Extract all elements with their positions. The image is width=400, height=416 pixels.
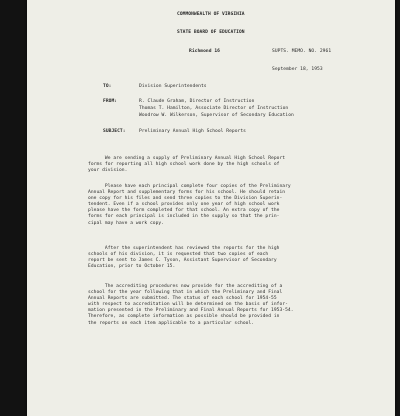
subject-label: SUBJECT: — [103, 129, 126, 134]
paragraph-1: We are sending a supply of Preliminary Annual High School Report forms for reporting all high school work done by the high schools of your division. — [88, 156, 286, 174]
from-label: FROM: — [103, 99, 118, 104]
letterhead-state: COMMONWEALTH OF VIRGINIA — [177, 12, 245, 18]
letterhead-city: Richmond 16 — [189, 48, 220, 54]
from-line-2: Thomas T. Hamilton, Associate Director of Instruction — [139, 106, 289, 111]
to-label: TO: — [103, 84, 112, 89]
memo-info — [272, 37, 331, 86]
from-line-1: R. Claude Graham, Director of Instruction — [139, 99, 255, 104]
subject-value: Preliminary Annual High School Reports — [139, 129, 246, 134]
memo-page — [27, 0, 395, 416]
paragraph-2: Please have each principal complete four copies of the Preliminary Annual Report and supplementary forms for his school. He should retain one copy for his files and send three copies to the Division Superin- tendent. Even if a school provides only one year of high school work please have the form completed for that school. An extra copy of the forms for each principal is included in the supply so that the prin- cipal may have a work copy. — [88, 184, 291, 226]
paragraph-3: After the superintendent has reviewed the reports for the high schools of his division, it is requested that two copies of each report be sent to James C. Tyson, Assistant Supervisor of Secondary Education, prior to October 15. — [88, 246, 280, 270]
letterhead — [177, 0, 245, 67]
memo-date: September 18, 1953 — [272, 67, 323, 73]
letterhead-board: STATE BOARD OF EDUCATION — [177, 30, 245, 36]
from-line-3: Woodrow W. Wilkerson, Supervisor of Secondary Education — [139, 113, 294, 118]
to-value: Division Superintendents — [139, 84, 207, 89]
paragraph-4: The accrediting procedures now provide for the accrediting of a school for the year following that in which the Preliminary and Final Annual Reports are submitted. The status of each school for 1954-55 with respect to accreditation will be determined on the basis of infor- mation presented in the Preliminary and Final Annual Reports for 1953-54. Therefore, as complete information as possible should be provided in the reports on each item applicable to a particular school. — [88, 284, 294, 326]
memo-number: SUPTS. MEMO. NO. 2961 — [272, 49, 332, 55]
